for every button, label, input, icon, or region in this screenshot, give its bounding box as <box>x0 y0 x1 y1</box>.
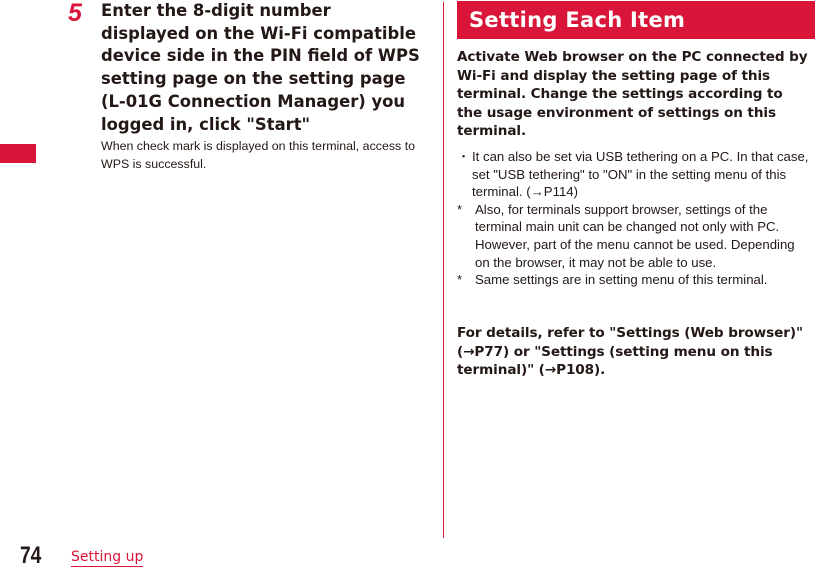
note-item <box>457 201 809 271</box>
note-item <box>457 271 809 289</box>
section-lead: Activate Web browser on the PC connected by Wi-Fi and display the setting page of this terminal. Change the settings according to the usage environment of settings on this terminal. <box>457 49 808 140</box>
step-title: Enter the 8-digit number displayed on the Wi-Fi compatible device side in the PIN field of WPS setting page on the setting page (L-01G Connection Manager) you logged in, click "Start" <box>101 1 420 134</box>
bullet-mark: ・ <box>457 149 471 164</box>
footer-section-link[interactable]: Setting up <box>71 549 144 565</box>
reference-note: For details, refer to "Settings (Web browser)" (→P77) or "Settings (setting menu on this terminal)" (→P108). <box>457 325 803 379</box>
column-divider <box>443 2 444 538</box>
chapter-tab-marker <box>0 144 36 163</box>
step-number: 5 <box>68 0 82 27</box>
note-item <box>457 148 809 201</box>
notes-list <box>457 148 809 289</box>
step-note: When check mark is displayed on this terminal, access to WPS is successful. <box>101 139 416 171</box>
page-number: 74 <box>20 542 42 569</box>
asterisk-mark: * <box>457 201 463 217</box>
note-text: It can also be set via USB tethering on a PC. In that case, set "USB tethering" to "ON" in the setting menu of this terminal. (→P114) <box>472 149 809 200</box>
note-text: Same settings are in setting menu of this terminal. <box>475 272 768 288</box>
asterisk-mark: * <box>457 272 463 288</box>
note-text: Also, for terminals support browser, settings of the terminal main unit can be changed not only with PC. However, part of the menu cannot be used. Depending on the browser, it may not be able to use. <box>475 201 795 270</box>
section-title: Setting Each Item <box>457 1 815 39</box>
